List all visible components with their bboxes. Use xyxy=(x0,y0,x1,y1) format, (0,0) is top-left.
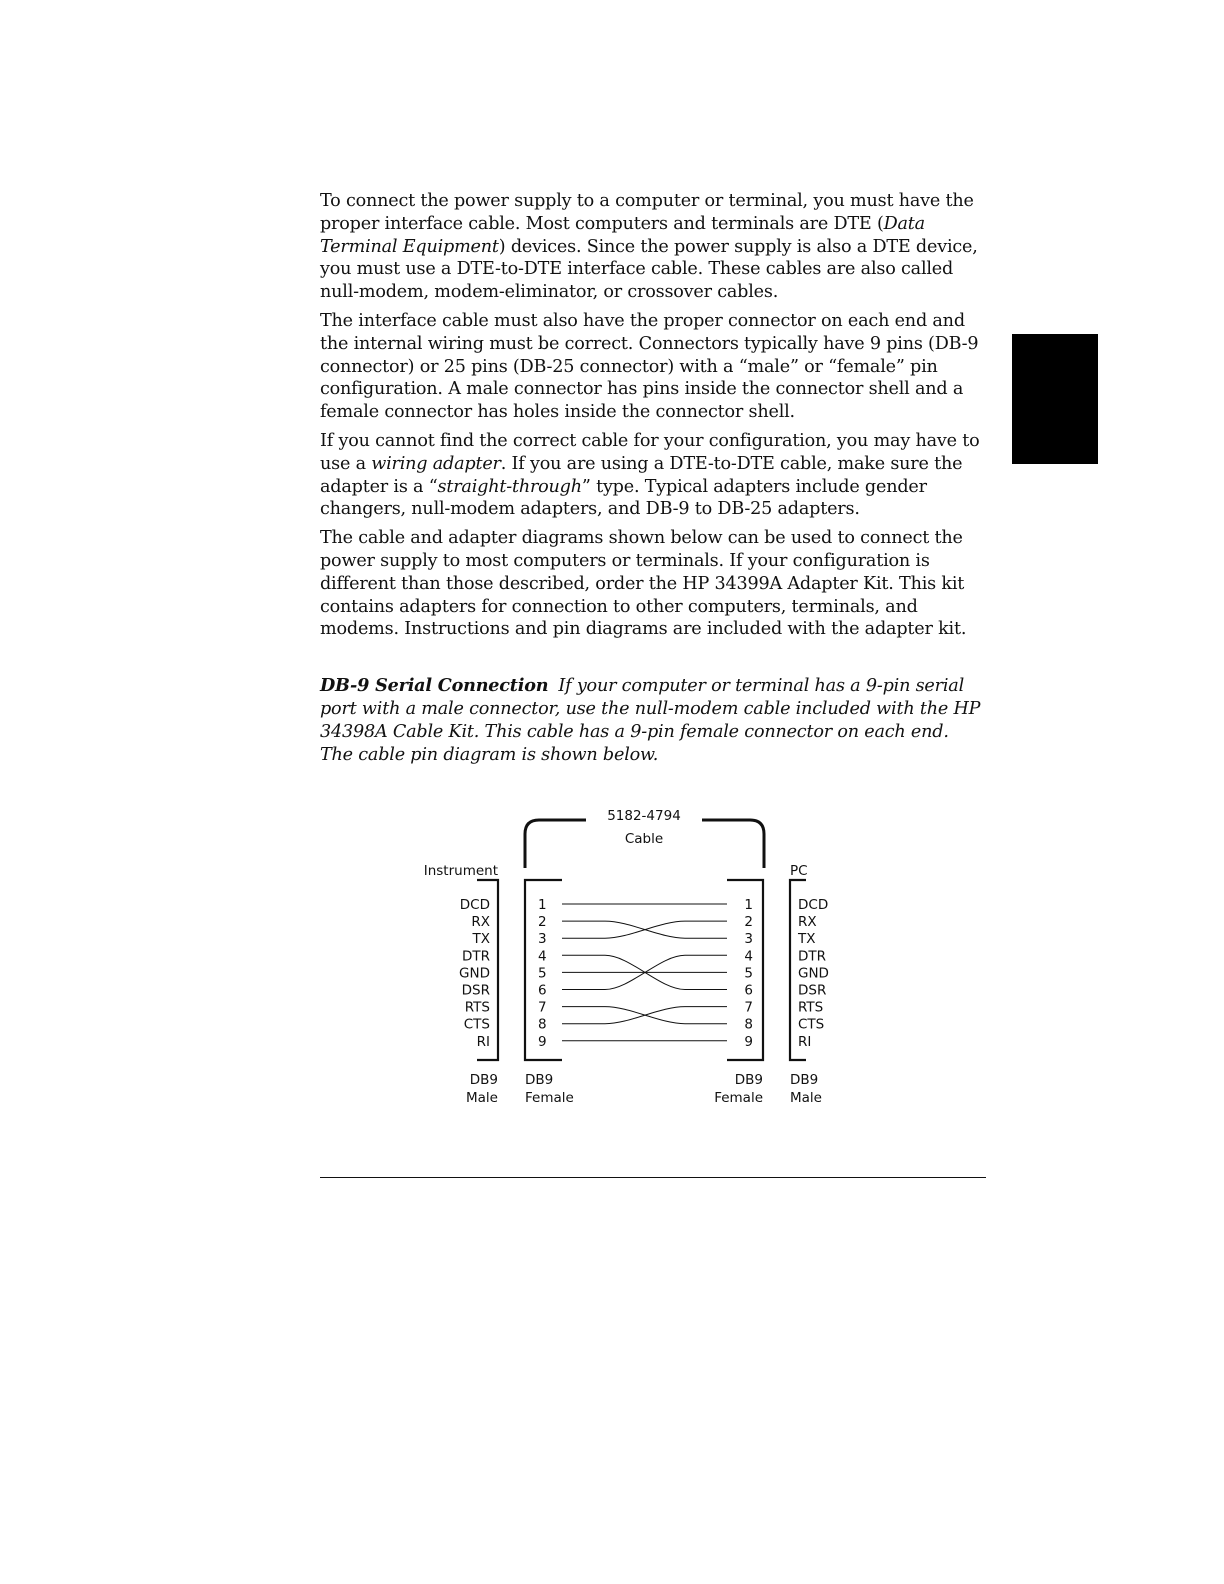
left-female-gender: Female xyxy=(525,1090,574,1106)
instrument-signal-cts: CTS xyxy=(463,1016,490,1033)
right-pin-4: 4 xyxy=(744,948,753,965)
left-female-db9: DB9 xyxy=(525,1072,554,1088)
left-pin-1: 1 xyxy=(538,897,547,913)
paragraph-dte-cable xyxy=(320,190,986,304)
p3-text-b: . If you are using a DTE-to-DTE cable, make sure the adapter is a “ xyxy=(320,453,963,497)
p3-text-c: ” type. Typical adapters include gender changers, null-modem adapters, and DB-9 to DB-25 adapters. xyxy=(320,476,927,520)
pc-signal-rx: RX xyxy=(798,914,817,931)
db9-section-heading: DB-9 Serial Connection xyxy=(320,675,549,697)
wiring xyxy=(562,904,727,1041)
instrument-signal-dtr: DTR xyxy=(461,948,490,965)
p3-italic-straight-through: straight-through xyxy=(437,476,582,497)
pc-signal-tx: TX xyxy=(798,931,816,948)
right-female-gender: Female xyxy=(714,1090,763,1106)
db9-section xyxy=(320,675,986,766)
paragraph-connectors: The interface cable must also have the proper connector on each end and the internal wiring must be correct. Connectors typically have 9 pins (DB-9 connector) or 25 pins (DB-25 connector) with a “male” or “female” pin configuration. A male connector has pins inside the connector shell and a female connector has holes inside the connector shell. xyxy=(320,310,979,423)
cable-part-number: 5182-4794 xyxy=(607,808,681,824)
left-male-db9: DB9 xyxy=(469,1072,498,1088)
left-pin-9: 9 xyxy=(538,1033,547,1050)
left-pin-3: 3 xyxy=(538,931,547,948)
right-pin-8: 8 xyxy=(744,1016,753,1033)
instrument-signal-ri: RI xyxy=(476,1033,490,1050)
pc-signal-ri: RI xyxy=(798,1033,812,1050)
pc-signal-dcd: DCD xyxy=(798,897,829,913)
right-pin-5: 5 xyxy=(744,965,753,982)
instrument-signal-rx: RX xyxy=(471,914,490,931)
left-pin-4: 4 xyxy=(538,948,547,965)
db9-section-body: If your computer or terminal has a 9-pin serial port with a male connector, use the null-modem cable included with the HP 34398A Cable Kit. This cable has a 9-pin female connector on each end. The cable pin diagram is shown below. xyxy=(320,676,981,765)
p3-text-a: If you cannot find the correct cable for your configuration, you may have to use a xyxy=(320,430,980,474)
left-pin-7: 7 xyxy=(538,999,547,1016)
wire-pin-8-to-7 xyxy=(562,1007,727,1024)
p1-text-a: To connect the power supply to a computer or terminal, you must have the proper interface cable. Most computers and terminals are DTE ( xyxy=(320,191,974,234)
instrument-signal-rts: RTS xyxy=(464,999,490,1016)
instrument-signal-tx: TX xyxy=(472,931,490,948)
cable-label: Cable xyxy=(624,831,664,847)
pc-signal-dsr: DSR xyxy=(798,982,827,999)
left-pin-2: 2 xyxy=(538,914,547,931)
instrument-title: Instrument xyxy=(423,863,498,879)
right-female-db9: DB9 xyxy=(734,1072,763,1088)
right-pin-9: 9 xyxy=(744,1033,753,1050)
bottom-rule xyxy=(320,1177,986,1178)
left-male-gender: Male xyxy=(466,1090,498,1106)
pc-signal-rts: RTS xyxy=(798,999,824,1016)
right-male-gender: Male xyxy=(790,1090,822,1106)
paragraph-adapter xyxy=(320,430,986,521)
instrument-signal-dsr: DSR xyxy=(461,982,490,999)
left-pin-6: 6 xyxy=(538,982,547,999)
pc-signal-dtr: DTR xyxy=(798,948,827,965)
right-pin-7: 7 xyxy=(744,999,753,1016)
db9-cable-diagram xyxy=(400,800,860,1120)
instrument-signal-dcd: DCD xyxy=(459,897,490,913)
body-text xyxy=(320,190,986,772)
pc-signal-cts: CTS xyxy=(798,1016,825,1033)
p1-italic-term: Data Terminal Equipment xyxy=(320,213,925,257)
right-pin-1: 1 xyxy=(744,897,753,913)
p1-text-b: ) devices. Since the power supply is also a DTE device, you must use a DTE-to-DTE interface cable. These cables are also called null-modem, modem-eliminator, or crossover cables. xyxy=(320,236,978,303)
pc-signal-gnd: GND xyxy=(798,965,829,982)
right-male-db9: DB9 xyxy=(790,1072,819,1088)
paragraph-adapter-kit: The cable and adapter diagrams shown below can be used to connect the power supply to most computers or terminals. If your configuration is different than those described, order the HP 34399A Adapter Kit. This kit contains adapters for connection to other computers, terminals, and modems. Instructions and pin diagrams are included with the adapter kit. xyxy=(320,528,967,640)
right-pin-2: 2 xyxy=(744,914,753,931)
instrument-signal-gnd: GND xyxy=(459,965,490,982)
right-pin-6: 6 xyxy=(744,982,753,999)
pc-title: PC xyxy=(790,863,808,879)
p3-italic-wiring-adapter: wiring adapter xyxy=(371,453,501,474)
wire-pin-3-to-2 xyxy=(562,921,727,938)
left-pin-5: 5 xyxy=(538,965,547,982)
right-pin-3: 3 xyxy=(744,931,753,948)
chapter-tab-marker xyxy=(1012,334,1098,464)
left-pin-8: 8 xyxy=(538,1016,547,1033)
